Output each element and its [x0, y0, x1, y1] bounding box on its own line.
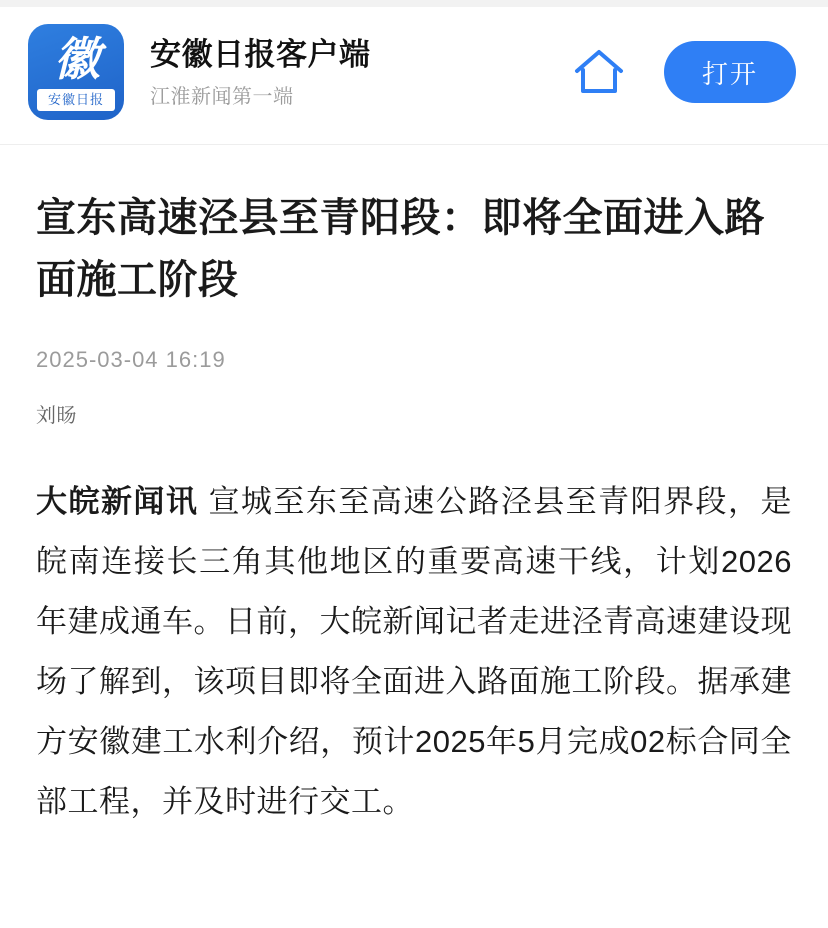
publish-timestamp: 2025-03-04 16:19: [36, 347, 226, 372]
article-body-text: 宣城至东至高速公路泾县至青阳界段，是皖南连接长三角其他地区的重要高速干线，计划2026年建成通车。日前，大皖新闻记者走进泾青高速建设现场了解到，该项目即将全面进入路面施工阶段。据承建方安徽建工水利介绍，预计2025年5月完成02标合同全部工程，并及时进行交工。: [36, 484, 792, 819]
author-name: 刘旸: [36, 405, 77, 427]
article-body: [36, 472, 792, 832]
status-bar-strip: [0, 0, 828, 7]
home-icon[interactable]: [570, 43, 628, 101]
page-title: 宣东高速泾县至青阳段：即将全面进入路面施工阶段: [36, 196, 765, 302]
app-title: 安徽日报客户端: [150, 36, 371, 72]
article-container: [0, 145, 828, 832]
app-info: [150, 35, 570, 110]
app-promo-bar: [0, 0, 828, 145]
anhui-daily-logo-icon: [28, 24, 124, 120]
logo-mark-text: 徽: [54, 34, 98, 85]
app-subtitle: 江淮新闻第一端: [150, 85, 294, 108]
logo-plate-text: 安徽日报: [37, 89, 115, 111]
article-lead: 大皖新闻讯: [36, 484, 199, 519]
open-app-button[interactable]: 打开: [664, 41, 796, 103]
